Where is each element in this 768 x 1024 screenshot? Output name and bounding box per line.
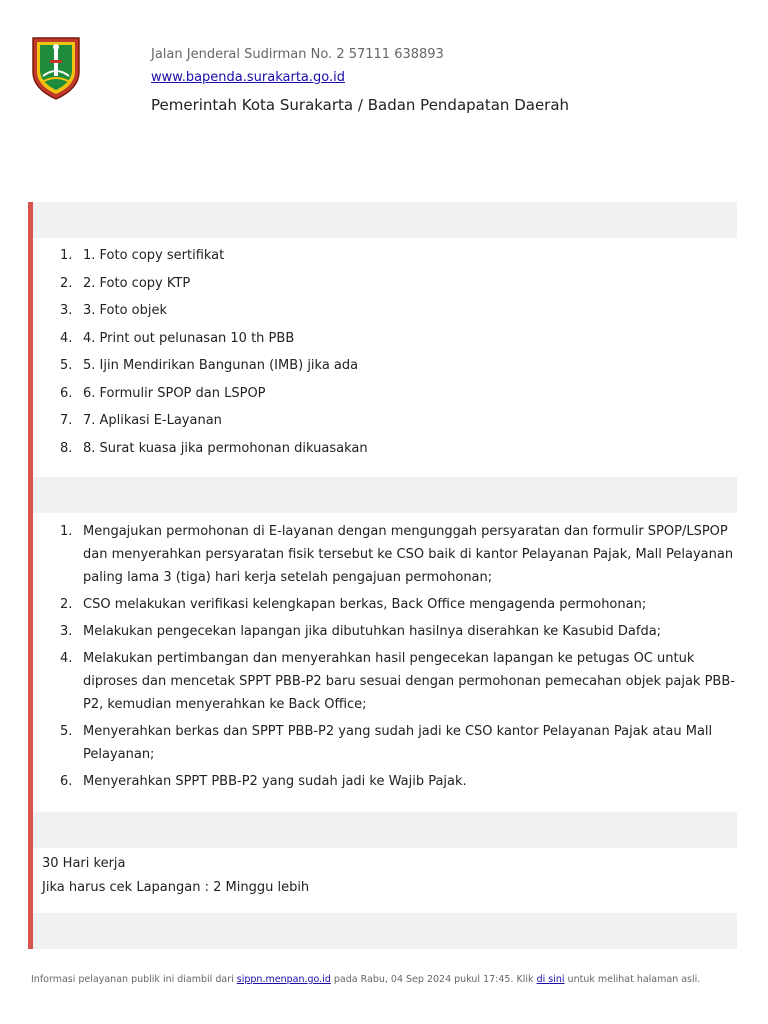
section-header-procedure [33,477,737,513]
list-item: 8. 8. Surat kuasa jika permohonan dikuasakan [60,440,368,456]
section-header-extra [33,913,737,949]
list-item: 1. Mengajukan permohonan di E-layanan dengan mengunggah persyaratan dan formulir SPOP/LSPOP dan menyerahkan persyaratan fisik tersebut ke CSO baik di kantor Pelayanan Pajak, Mall Pelayanan paling lama 3 (tiga) hari kerja setelah pengajuan permohonan; [60,524,734,585]
list-item: 2. 2. Foto copy KTP [60,275,191,291]
section-header-service-time [33,812,737,848]
service-time [42,852,309,900]
list-item: 3. Melakukan pengecekan lapangan jika dibutuhkan hasilnya diserahkan ke Kasubid Dafda; [60,624,662,639]
footer-suffix: untuk melihat halaman asli. [567,974,701,985]
footer-middle: pada Rabu, 04 Sep 2024 pukul 17:45. Klik [333,974,534,985]
website-link[interactable]: www.bapenda.surakarta.go.id [151,70,345,85]
agency-title: Pemerintah Kota Surakarta / Badan Pendapatan Daerah [151,96,570,114]
list-item: 3. 3. Foto objek [60,303,168,318]
list-item: 2. CSO melakukan verifikasi kelengkapan berkas, Back Office mengagenda permohonan; [60,597,647,612]
list-item: 4. 4. Print out pelunasan 10 th PBB [60,330,295,346]
requirements-list [60,246,730,466]
list-item: 7. 7. Aplikasi E-Layanan [60,413,222,428]
service-time-line: 30 Hari kerja [42,856,126,871]
list-item: 6. 6. Formulir SPOP dan LSPOP [60,385,266,401]
section-header-requirements [33,202,737,238]
list-item: 1. 1. Foto copy sertifikat [60,248,225,263]
list-item: 5. Menyerahkan berkas dan SPPT PBB-P2 yang sudah jadi ke CSO kantor Pelayanan Pajak atau Mall Pelayanan; [60,724,713,762]
list-item: 5. 5. Ijin Mendirikan Bangunan (IMB) jika ada [60,358,359,373]
list-item: 6. Menyerahkan SPPT PBB-P2 yang sudah jadi ke Wajib Pajak. [60,774,467,789]
list-item: 4. Melakukan pertimbangan dan menyerahkan hasil pengecekan lapangan ke petugas OC untuk diproses dan mencetak SPPT PBB-P2 baru sesuai dengan permohonan pemecahan objek pajak PBB-P2, kemudian menyerahkan ke Back Office; [60,651,735,712]
footer-prefix: Informasi pelayanan publik ini diambil dari [31,974,234,985]
city-emblem-logo [31,36,81,100]
original-page-link[interactable]: di sini [536,974,565,985]
source-footer [31,974,700,985]
header-address: Jalan Jenderal Sudirman No. 2 57111 638893 [151,47,444,62]
service-time-line: Jika harus cek Lapangan : 2 Minggu lebih [42,880,310,895]
procedure-list [60,520,736,797]
source-link[interactable]: sippn.menpan.go.id [236,974,331,985]
service-info-panel [28,202,737,949]
